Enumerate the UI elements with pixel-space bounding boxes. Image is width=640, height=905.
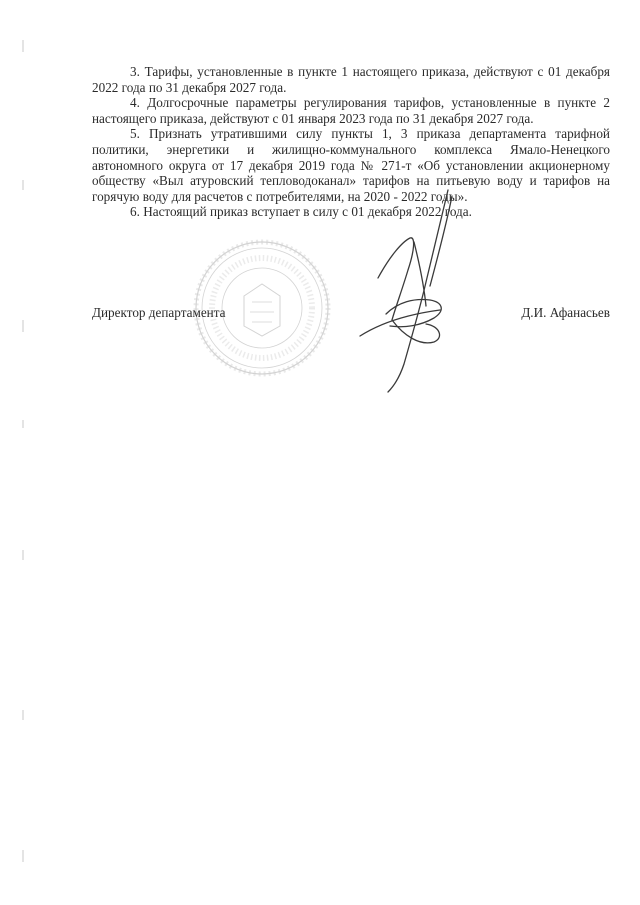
signatory-name: Д.И. Афанасьев bbox=[521, 305, 610, 320]
paragraph-3: 3. Тарифы, установленные в пункте 1 настоящего приказа, действуют с 01 декабря 2022 года по 31 декабря 2027 года. bbox=[92, 64, 610, 95]
paragraph-4: 4. Долгосрочные параметры регулирования тарифов, установленные в пункте 2 настоящего приказа, действуют с 01 января 2023 года по 31 декабря 2027 года. bbox=[92, 95, 610, 126]
paragraph-5: 5. Признать утратившими силу пункты 1, 3 приказа департамента тарифной политики, энергетики и жилищно-коммунального комплекса Ямало-Ненецкого автономного округа от 17 декабря 2019 года № 271-т «Об установлении акционерному обществу «Выл атуровский тепловодоканал» тарифов на питьевую воду и тарифов на горячую воду для расчетов с потребителями, на 2020 - 2022 годы». bbox=[92, 126, 610, 204]
paragraph-6: 6. Настоящий приказ вступает в силу с 01 декабря 2022 года. bbox=[130, 204, 472, 220]
signatory-title: Директор департамента bbox=[92, 305, 226, 320]
scan-margin-marks bbox=[20, 30, 28, 880]
handwritten-signature bbox=[330, 186, 470, 396]
